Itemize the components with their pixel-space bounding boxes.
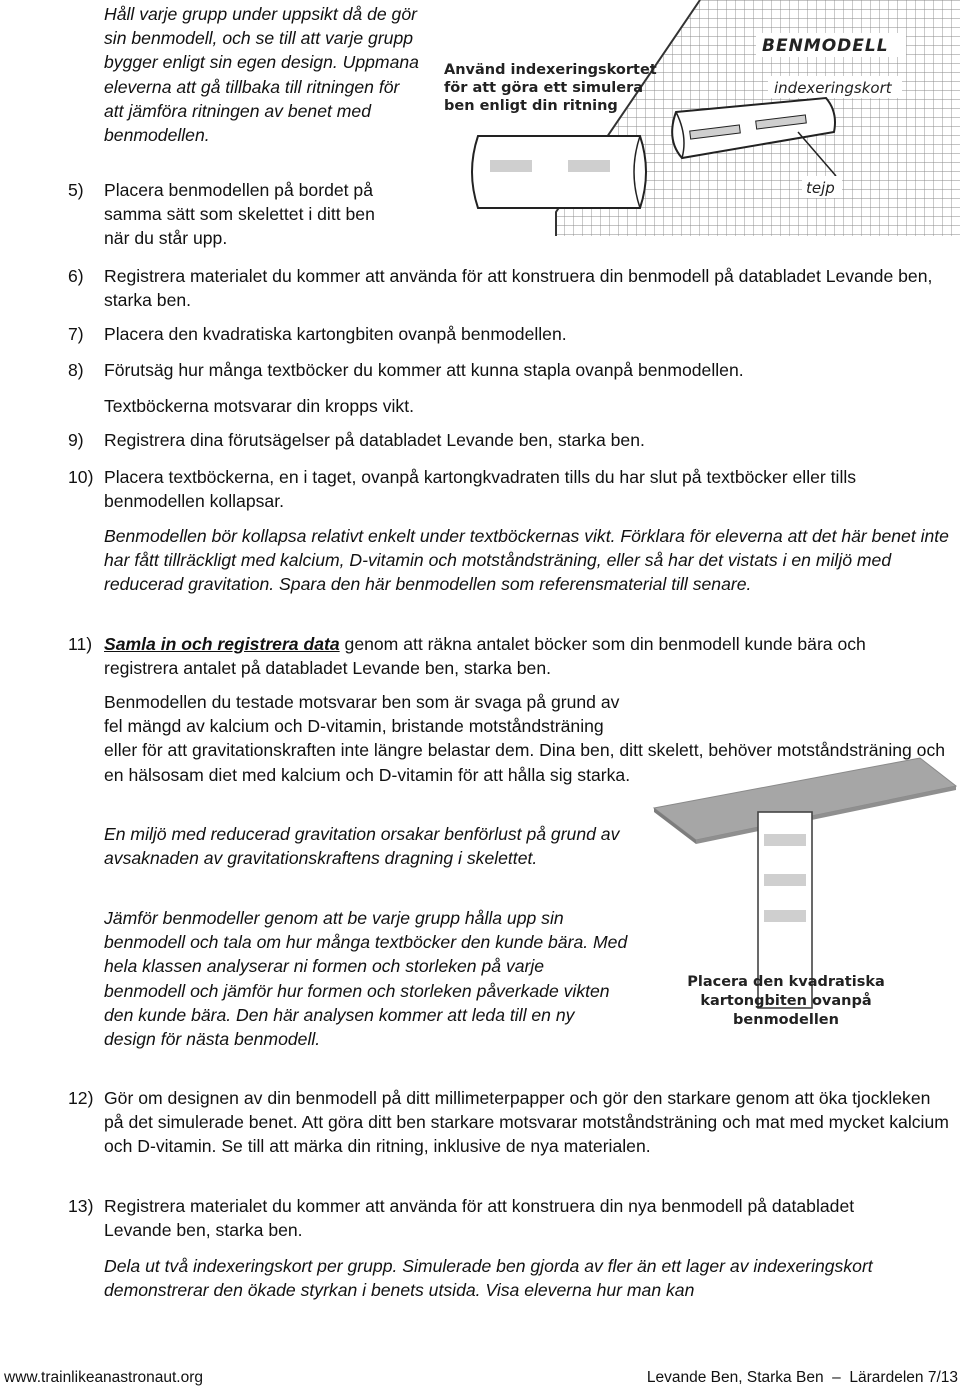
step-8-text: Förutsäg hur många textböcker du kommer att kunna stapla ovanpå benmodellen. — [104, 360, 744, 380]
step-13-number: 13) — [68, 1196, 94, 1216]
intro-note: Håll varje grupp under uppsikt då de gör sin benmodell, och se till att varje grupp bygger enligt sin egen design. Uppmana eleverna att gå tillbaka till ritningen för att jämföra ritningen av benet med benmodellen. — [104, 4, 419, 146]
figure-caption-line-2: kartongbiten ovanpå — [700, 993, 872, 1009]
bone-model-illustration — [438, 0, 960, 236]
footer-page-info: Levande Ben, Starka Ben – Lärardelen 7/13 — [646, 1369, 958, 1386]
paper-tube — [472, 136, 646, 208]
step-11-paragraph-3: Jämför benmodeller genom att be varje grupp hålla upp sin benmodell och tala om hur många textböcker den kunde bära. Med hela klassen analyserar ni formen och storleken på varje benmodell och jämför hur formen och storleken påverkade vikten den kunde bära. Den här analysen kommer att leda till en ny design för nästa benmodell. — [104, 908, 628, 1050]
step-10-number: 10) — [68, 467, 94, 487]
cardboard-on-bone-illustration — [640, 742, 960, 1038]
step-8-subtext: Textböckerna motsvarar din kropps vikt. — [104, 396, 414, 416]
step-10-note: Benmodellen bör kollapsa relativt enkelt under textböckernas vikt. Förklara för eleverna att det här benet inte har fått tillräckligt med kalcium, D-vitamin och motståndsträning, eller så har det vistats i en miljö med reducerad gravitation. Spara den här benmodellen som referensmaterial till senare. — [104, 526, 949, 595]
step-9-text: Registrera dina förutsägelser på databladet Levande ben, starka ben. — [104, 430, 645, 450]
step-11-paragraph-2: En miljö med reducerad gravitation orsakar benförlust på grund av avsaknaden av gravitationskraftens dragning i skelettet. — [104, 824, 620, 869]
step-7-text: Placera den kvadratiska kartongbiten ovanpå benmodellen. — [104, 324, 567, 344]
step-10-text: Placera textböckerna, en i taget, ovanpå kartongkvadraten tills du har slut på textböcker eller tills benmodellen kollapsar. — [104, 467, 857, 512]
step-8-number: 8) — [68, 360, 84, 380]
figure-instruction-line-1: Använd indexeringskortet — [444, 62, 657, 78]
step-6-text: Registrera materialet du kommer att använda för att konstruera din benmodell på databladet Levande ben, starka ben. — [104, 266, 933, 311]
step-11-emphasis: Samla in och registrera data — [104, 634, 340, 654]
step-11-number: 11) — [68, 634, 93, 654]
figure-caption-line-3: benmodellen — [733, 1012, 839, 1028]
tape-label: tejp — [806, 179, 835, 197]
step-12-text: Gör om designen av din benmodell på ditt millimeterpapper och gör den starkare genom att öka tjockleken på det simulerade benet. Att göra ditt ben starkare motsvarar motståndsträning och mat med mycket kalcium och D-vitamin. Se till att märka din ritning, inklusive de nya materialen. — [104, 1088, 949, 1157]
index-card-label: indexeringskort — [774, 79, 892, 97]
figure-caption-line-1: Placera den kvadratiska — [687, 974, 885, 990]
step-9-number: 9) — [68, 430, 84, 450]
step-6-number: 6) — [68, 266, 84, 286]
step-13-text: Registrera materialet du kommer att använda för att konstruera din nya benmodell på databladet Levande ben, starka ben. — [104, 1196, 855, 1241]
step-5-text: Placera benmodellen på bordet på samma sätt som skelettet i ditt ben när du står upp. — [104, 180, 375, 249]
step-13-note: Dela ut två indexeringskort per grupp. Simulerade ben gjorda av fler än ett lager av indexeringskort demonstrerar den ökade styrkan i benets utsida. Visa eleverna hur man kan — [104, 1256, 873, 1301]
figure-title: BENMODELL — [762, 36, 889, 56]
step-11-paragraph-1: Benmodellen du testade motsvarar ben som är svaga på grund av fel mängd av kalcium och D-vitamin, bristande motståndsträning eller för att gravitationskraften inte längre belastar dem. Dina ben, ditt skelett, behöver motståndsträning och en hälsosam diet med kalcium och D-vitamin för att hålla sig starka. — [104, 692, 946, 785]
step-5-number: 5) — [68, 180, 84, 200]
figure-instruction-line-3: ben enligt din ritning — [444, 98, 618, 114]
footer-url: www.trainlikeanastronaut.org — [4, 1369, 204, 1386]
step-12-number: 12) — [68, 1088, 94, 1108]
step-7-number: 7) — [68, 324, 84, 344]
step-11-text: genom att räkna antalet böcker som din benmodell kunde bära och registrera antalet på databladet Levande ben, starka ben. — [104, 634, 866, 679]
figure-instruction-line-2: för att göra ett simulera — [444, 80, 644, 96]
